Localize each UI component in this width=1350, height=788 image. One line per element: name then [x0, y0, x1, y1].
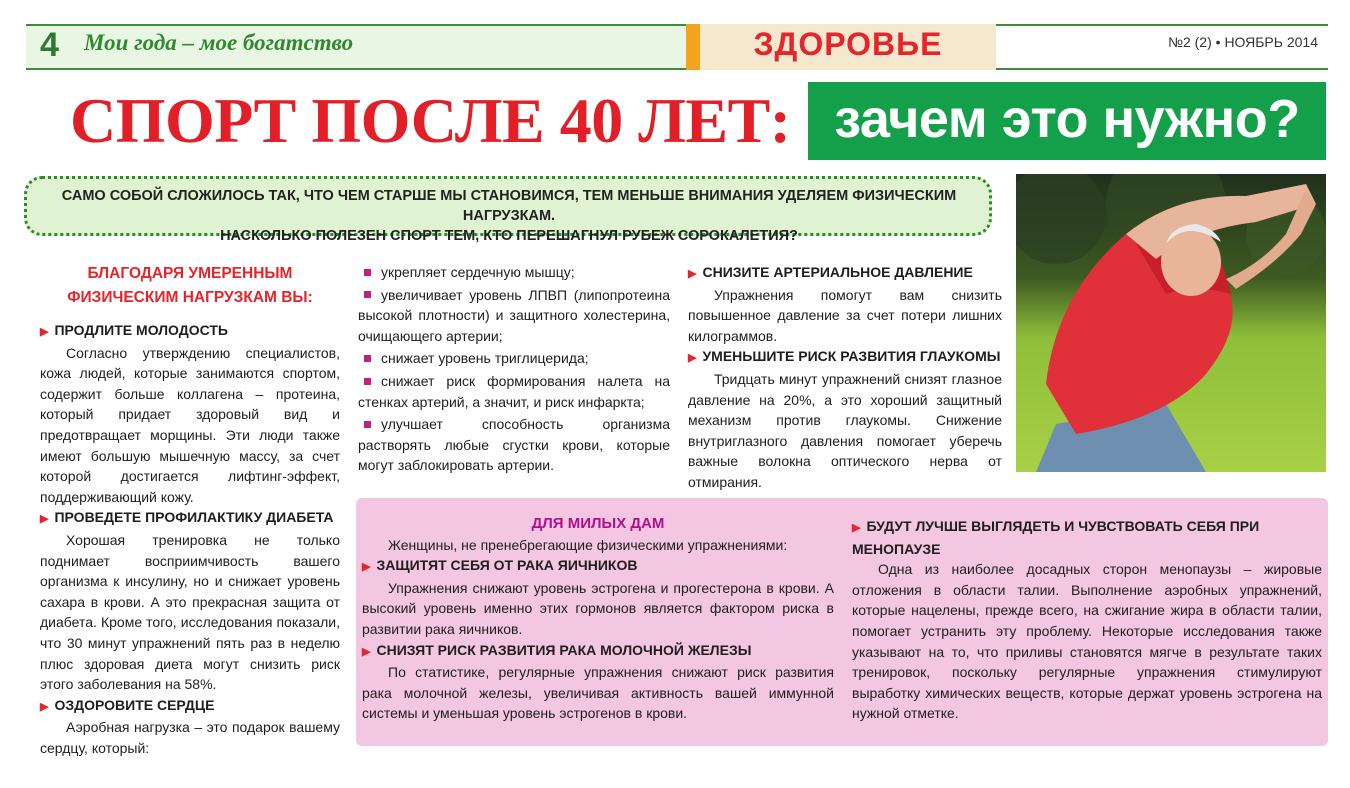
- headline-main: СПОРТ ПОСЛЕ 40 ЛЕТ:: [70, 85, 791, 156]
- bullet-item: [358, 348, 670, 369]
- subhead-heart-label: ОЗДОРОВИТЕ СЕРДЦЕ: [54, 696, 215, 713]
- photo-exercising-man: [1016, 174, 1326, 472]
- bullet-text: снижает уровень триглицерида;: [381, 350, 589, 367]
- women-right-column: [852, 516, 1322, 724]
- paragraph-ovarian: Упражнения снижают уровень эстрогена и прогестерона в крови. А высокий уровень именно этих гормонов является фактором риска в развитии рака яичников.: [362, 579, 834, 637]
- subhead-pressure: [688, 262, 1002, 285]
- subhead-diabetes: [40, 507, 340, 530]
- triangle-bullet-icon: ▶: [852, 522, 861, 534]
- lead-text: [40, 186, 978, 246]
- subhead-menopause: [852, 516, 1322, 559]
- bullet-text: улучшает способность организма растворять любые сгустки крови, которые могут заблокировать артерии.: [358, 416, 670, 474]
- paragraph-menopause: Одна из наиболее досадных сторон менопаузы – жировые отложения в области талии. Выполнение аэробных упражнений, которые нацелены, прежде всего, на сжигание жира в области талии, помогает устранить эту проблему. Некоторые исследования также указывают на то, что приливы становятся мягче в результате таких тренировок, поскольку регулярные упражнения стимулируют выработку химических веществ, которые держат уровень эстрогена на нужной отметке.: [852, 561, 1322, 722]
- bullet-text: увеличивает уровень ЛПВП (липопротеина высокой плотности) и защитного холестерина, очищающего артерии;: [358, 286, 670, 344]
- triangle-bullet-icon: ▶: [688, 268, 697, 280]
- square-bullet-icon: [364, 421, 371, 428]
- subhead-ovarian: [362, 555, 834, 578]
- bullet-item: [358, 414, 670, 476]
- triangle-bullet-icon: ▶: [40, 326, 49, 338]
- lead-line-2: НАСКОЛЬКО ПОЛЕЗЕН СПОРТ ТЕМ, КТО ПЕРЕШАГНУЛ РУБЕЖ СОРОКАЛЕТИЯ?: [220, 228, 798, 244]
- subhead-breast-label: СНИЗЯТ РИСК РАЗВИТИЯ РАКА МОЛОЧНОЙ ЖЕЛЕЗЫ: [376, 641, 752, 658]
- column-1-heading: БЛАГОДАРЯ УМЕРЕННЫМ ФИЗИЧЕСКИМ НАГРУЗКАМ ВЫ:: [67, 265, 313, 306]
- lead-line-1: САМО СОБОЙ СЛОЖИЛОСЬ ТАК, ЧТО ЧЕМ СТАРШЕ МЫ СТАНОВИМСЯ, ТЕМ МЕНЬШЕ ВНИМАНИЯ УДЕЛЯЕМ ФИЗИЧЕСКИМ НАГРУЗКАМ.: [61, 188, 957, 224]
- column-3: [688, 262, 1002, 493]
- paragraph-youth: Согласно утверждению специалистов, кожа людей, которые занимаются спортом, содержит больше коллагена – протеина, который придает здоровый вид и предотвращает морщины. Эти люди также имеют большую мышечную массу, за счет которой достигается лифтинг-эффект, поддерживающий кожу.: [40, 344, 340, 505]
- triangle-bullet-icon: ▶: [362, 561, 371, 574]
- rubric-title: Мои года – мое богатство: [84, 30, 354, 55]
- column-1: [40, 262, 340, 758]
- square-bullet-icon: [364, 291, 371, 298]
- bullet-item: [358, 371, 670, 412]
- triangle-bullet-icon: ▶: [40, 513, 49, 526]
- bullet-text: укрепляет сердечную мышцу;: [381, 264, 575, 280]
- women-intro: Женщины, не пренебрегающие физическими упражнениями:: [388, 536, 788, 553]
- triangle-bullet-icon: ▶: [40, 700, 49, 713]
- square-bullet-icon: [364, 355, 371, 362]
- paragraph-heart: Аэробная нагрузка – это подарок вашему сердцу, который:: [40, 719, 340, 756]
- women-left-column: [362, 514, 834, 724]
- subhead-glaucoma-label: УМЕНЬШИТЕ РИСК РАЗВИТИЯ ГЛАУКОМЫ: [702, 348, 1001, 365]
- women-heading: ДЛЯ МИЛЫХ ДАМ: [531, 515, 665, 532]
- bullet-text: снижает риск формирования налета на стенках артерий, а значит, и риск инфаркта;: [358, 372, 670, 410]
- paragraph-breast: По статистике, регулярные упражнения снижают риск развития рака молочной железы, увеличивая активность вашей иммунной системы и уменьшая уровень эстрогенов в крови.: [362, 664, 834, 722]
- bullet-item: [358, 285, 670, 347]
- paragraph-glaucoma: Тридцать минут упражнений снизят глазное давление на 20%, а это хороший защитный механизм против глаукомы. Снижение внутриглазного давления помогает уберечь важные волокна оптического нерва от отмирания.: [688, 370, 1002, 490]
- subhead-heart: [40, 695, 340, 718]
- subhead-youth: [40, 320, 340, 343]
- section-label: ЗДОРОВЬЕ: [753, 26, 943, 62]
- triangle-bullet-icon: ▶: [362, 645, 371, 658]
- subhead-glaucoma: [688, 346, 1002, 369]
- issue-info: №2 (2) • НОЯБРЬ 2014: [1167, 34, 1318, 50]
- square-bullet-icon: [364, 378, 371, 385]
- paragraph-pressure: Упражнения помогут вам снизить повышенное давление за счет потери лишних килограммов.: [688, 286, 1002, 344]
- subhead-pressure-label: СНИЗИТЕ АРТЕРИАЛЬНОЕ ДАВЛЕНИЕ: [702, 264, 973, 280]
- triangle-bullet-icon: ▶: [688, 352, 697, 365]
- subhead-breast: [362, 640, 834, 663]
- page-number: 4: [40, 26, 59, 64]
- subhead-youth-label: ПРОДЛИТЕ МОЛОДОСТЬ: [54, 322, 228, 338]
- photo-illustration: [1016, 174, 1326, 472]
- headline-subtitle: зачем это нужно?: [834, 89, 1300, 149]
- column-2: [358, 262, 670, 478]
- square-bullet-icon: [364, 269, 371, 276]
- subhead-diabetes-label: ПРОВЕДЕТЕ ПРОФИЛАКТИКУ ДИАБЕТА: [54, 509, 334, 526]
- bullet-item: [358, 262, 670, 283]
- subhead-ovarian-label: ЗАЩИТЯТ СЕБЯ ОТ РАКА ЯИЧНИКОВ: [376, 557, 638, 574]
- subhead-menopause-label: БУДУТ ЛУЧШЕ ВЫГЛЯДЕТЬ И ЧУВСТВОВАТЬ СЕБЯ ПРИ МЕНОПАУЗЕ: [852, 518, 1260, 557]
- paragraph-diabetes: Хорошая тренировка не только поднимает восприимчивость вашего организма к инсулину, но и снижает уровень сахара в крови. А это прекрасная защита от диабета. Кроме того, исследования показали, что 30 минут упражнений пять раз в неделю плюс здоровая диета могут снизить риск этого заболевания на 58%.: [40, 531, 340, 693]
